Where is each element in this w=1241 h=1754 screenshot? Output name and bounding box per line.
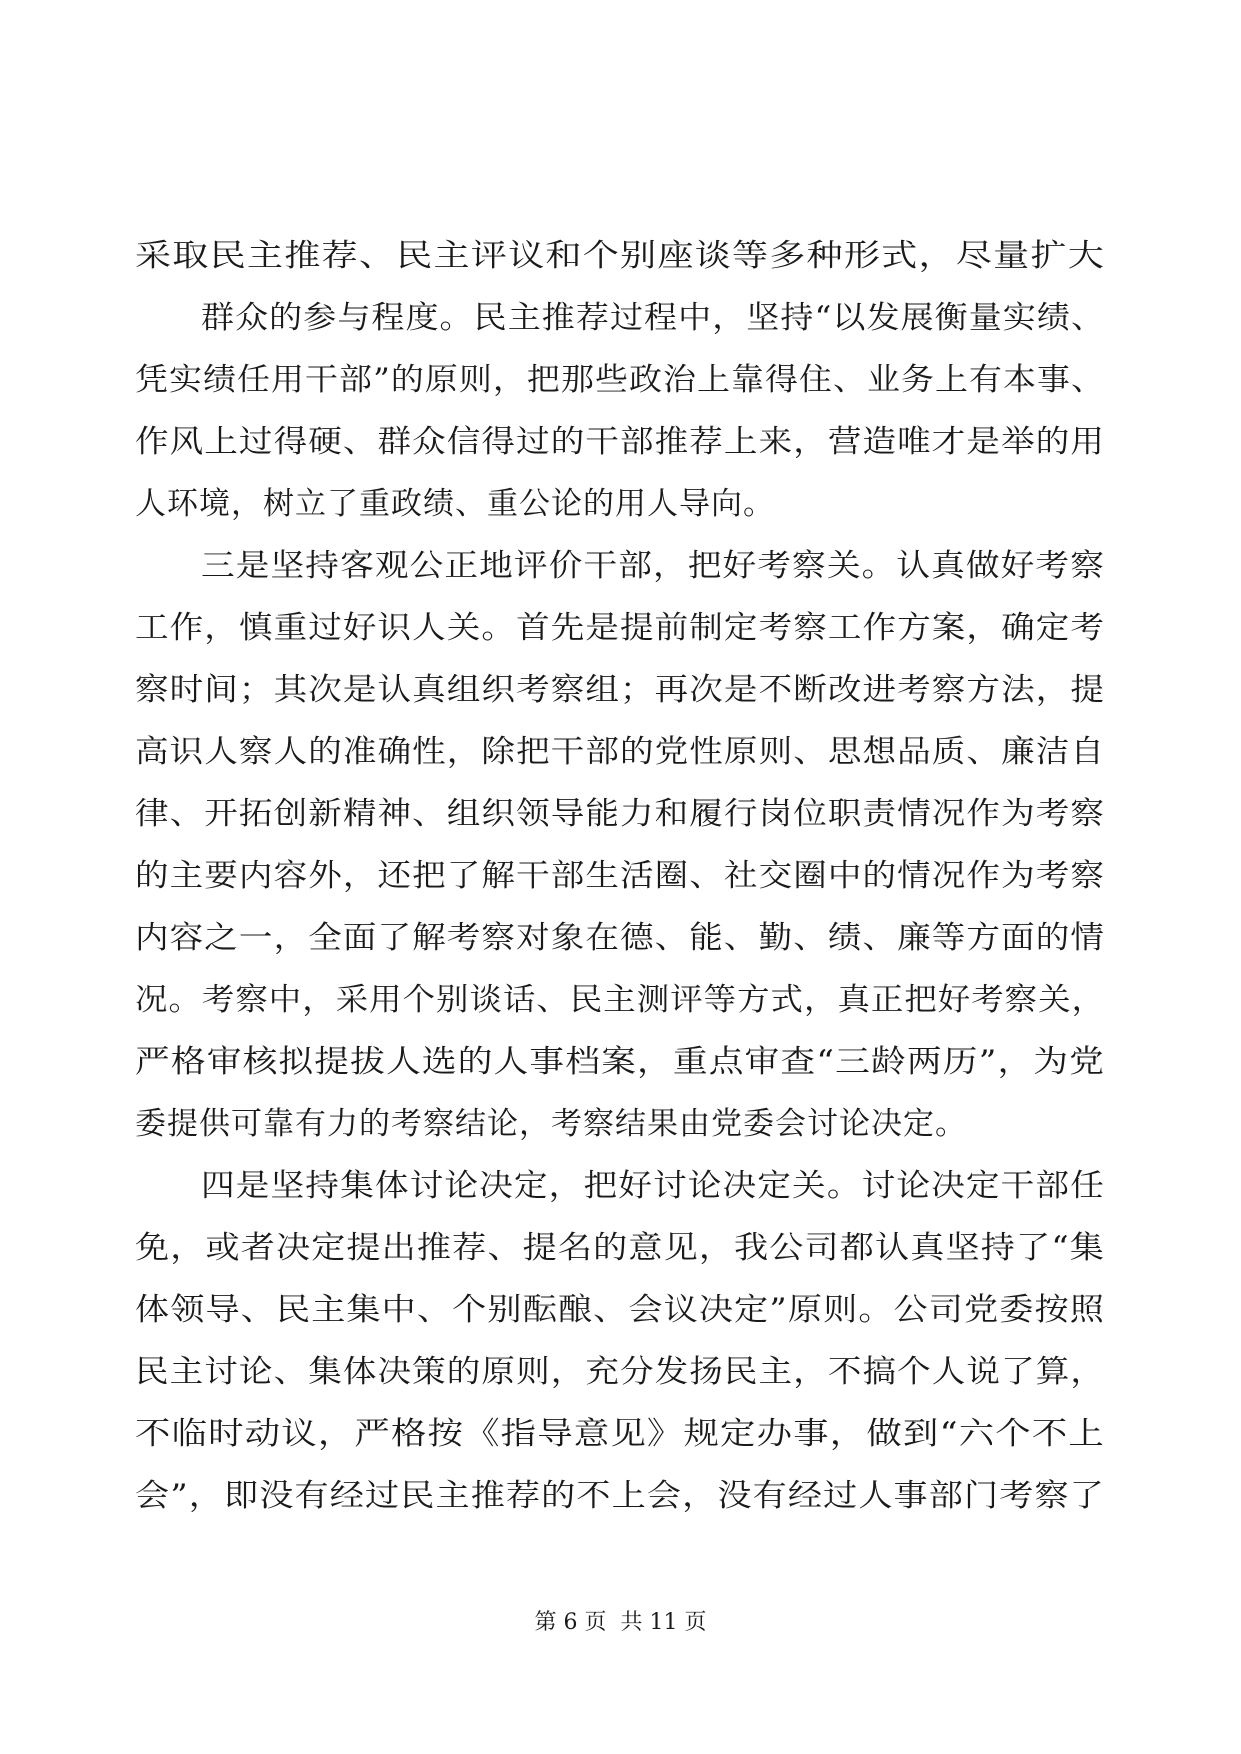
- text-line: [0, 597, 1241, 659]
- line-text: 群众的参与程度。民主推荐过程中，坚持“以发展衡量实绩、: [201, 300, 1106, 336]
- line-text: 内容之一，全面了解考察对象在德、能、勤、绩、廉等方面的情: [135, 920, 1106, 956]
- line-text: 不临时动议，严格按《指导意见》规定办事，做到“六个不上: [135, 1416, 1105, 1452]
- text-line: [0, 1031, 1241, 1093]
- text-line: [0, 1217, 1241, 1279]
- text-line: [0, 1093, 1241, 1155]
- line-text: 凭实绩任用干部”的原则，把那些政治上靠得住、业务上有本事、: [135, 362, 1106, 398]
- page-footer: [0, 1608, 1241, 1638]
- line-text: 民主讨论、集体决策的原则，充分发扬民主，不搞个人说了算，: [135, 1354, 1106, 1390]
- line-text: 作风上过得硬、群众信得过的干部推荐上来，营造唯才是举的用: [135, 424, 1106, 460]
- text-line: [0, 349, 1241, 411]
- line-text: 律、开拓创新精神、组织领导能力和履行岗位职责情况作为考察: [135, 796, 1106, 832]
- line-text: 委提供可靠有力的考察结论，考察结果由党委会讨论决定。: [135, 1106, 967, 1142]
- line-text: 采取民主推荐、民主评议和个别座谈等多种形式，尽量扩大: [135, 238, 1106, 274]
- text-line: [0, 721, 1241, 783]
- text-line: [0, 225, 1241, 287]
- line-text: 会”，即没有经过民主推荐的不上会，没有经过人事部门考察了: [135, 1478, 1106, 1514]
- text-line: [0, 473, 1241, 535]
- text-line: [0, 411, 1241, 473]
- line-text: 的主要内容外，还把了解干部生活圈、社交圈中的情况作为考察: [135, 858, 1106, 894]
- text-line: [0, 845, 1241, 907]
- line-text: 况。考察中，采用个别谈话、民主测评等方式，真正把好考察关，: [135, 982, 1106, 1018]
- text-line: [0, 1403, 1241, 1465]
- text-line: [0, 535, 1241, 597]
- text-line: [0, 1155, 1241, 1217]
- line-text: 人环境，树立了重政绩、重公论的用人导向。: [135, 486, 775, 522]
- line-text: 免，或者决定提出推荐、提名的意见，我公司都认真坚持了“集: [135, 1230, 1106, 1266]
- line-text: 察时间；其次是认真组织考察组；再次是不断改进考察方法，提: [135, 672, 1106, 708]
- text-line: [0, 659, 1241, 721]
- text-line: [0, 783, 1241, 845]
- page-number-label: 第 6 页 共 11 页: [534, 1610, 707, 1635]
- line-text: 四是坚持集体讨论决定，把好讨论决定关。讨论决定干部任: [201, 1168, 1105, 1204]
- text-line: [0, 1341, 1241, 1403]
- line-text: 严格审核拟提拔人选的人事档案，重点审查“三龄两历”，为党: [135, 1044, 1106, 1080]
- line-text: 高识人察人的准确性，除把干部的党性原则、思想品质、廉洁自: [135, 734, 1106, 770]
- text-line: [0, 907, 1241, 969]
- line-text: 体领导、民主集中、个别酝酿、会议决定”原则。公司党委按照: [135, 1292, 1106, 1328]
- text-line: [0, 1465, 1241, 1527]
- line-text: 工作，慎重过好识人关。首先是提前制定考察工作方案，确定考: [135, 610, 1106, 646]
- line-text: 三是坚持客观公正地评价干部，把好考察关。认真做好考察: [201, 548, 1105, 584]
- text-line: [0, 287, 1241, 349]
- text-line: [0, 1279, 1241, 1341]
- text-line: [0, 969, 1241, 1031]
